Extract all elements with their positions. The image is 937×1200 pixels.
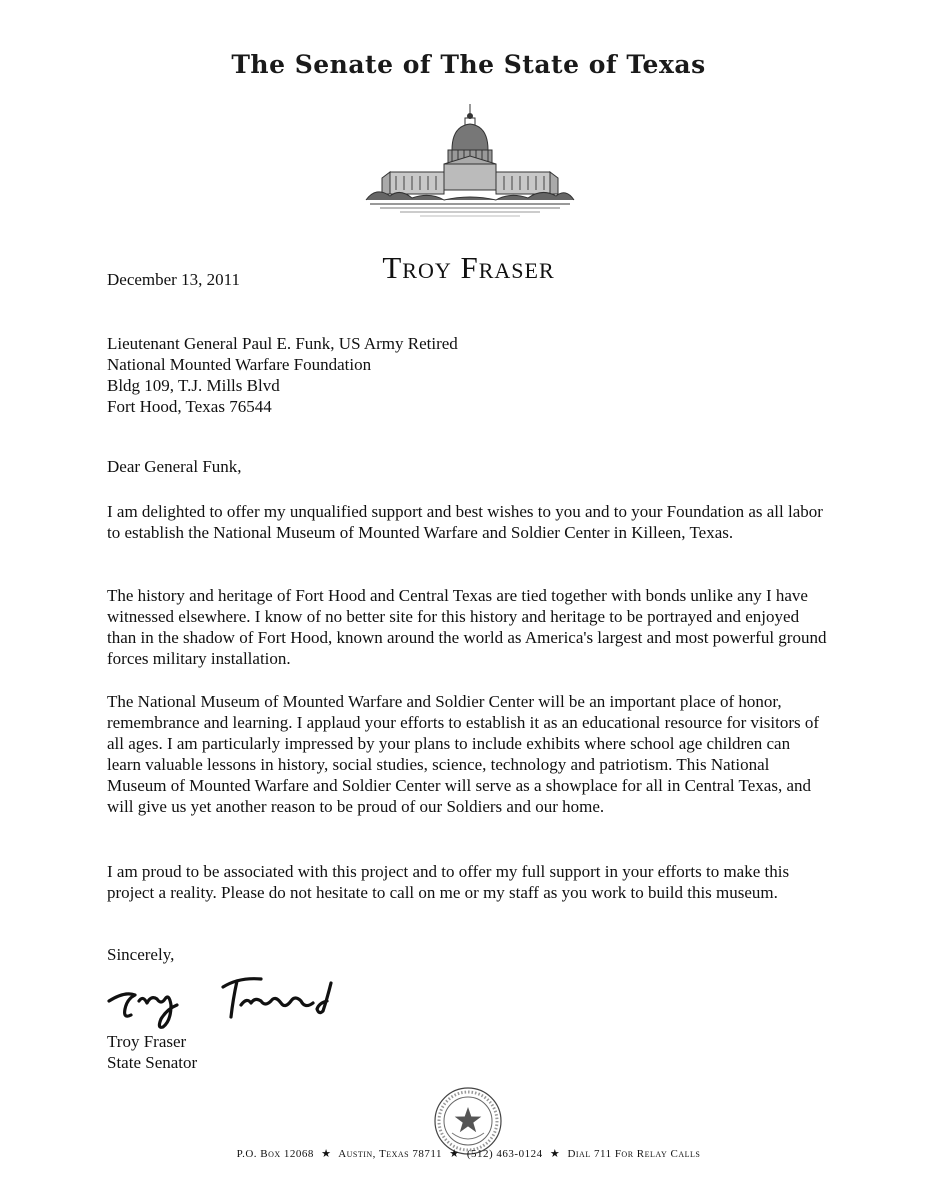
footer-relay: Dial 711 For Relay Calls	[567, 1148, 701, 1160]
body-paragraph: The National Museum of Mounted Warfare and Soldier Center will be an important place of honor, remembrance and learning. I applaud your efforts to establish it as an educational resource for visitors of all ages. I am particularly impressed by your plans to include exhibits where school age children can learn valuable lessons in history, social studies, science, technology and patriotism. This National Museum of Mounted Warfare and Soldier Center will serve as a showplace for all in Central Texas, and will give us yet another reason to be proud of our Soldiers and our home.	[107, 692, 820, 816]
recipient-address	[107, 333, 458, 417]
capitol-engraving	[360, 100, 580, 222]
signer-title: State Senator	[107, 1053, 198, 1072]
footer-city: Austin, Texas 78711	[338, 1148, 442, 1160]
letter-date: December 13, 2011	[107, 270, 240, 289]
body-paragraph: The history and heritage of Fort Hood and Central Texas are tied together with bonds unlike any I have witnessed elsewhere. I know of no better site for this history and heritage to be portrayed and enjoyed than in the shadow of Fort Hood, known around the world as America's largest and most powerful ground forces military installation.	[107, 586, 827, 668]
recipient-line: Bldg 109, T.J. Mills Blvd	[107, 376, 280, 395]
recipient-line: Fort Hood, Texas 76544	[107, 397, 272, 416]
footer-po-box: P.O. Box 12068	[236, 1148, 314, 1160]
handwritten-signature	[105, 965, 360, 1035]
signer-name: Troy Fraser	[107, 1032, 187, 1051]
recipient-line: Lieutenant General Paul E. Funk, US Army Retired	[107, 334, 458, 353]
salutation: Dear General Funk,	[107, 457, 242, 476]
signer-block	[107, 1031, 197, 1073]
star-icon: ★	[449, 1148, 460, 1160]
star-icon: ★	[549, 1148, 561, 1160]
closing: Sincerely,	[107, 945, 175, 964]
footer-phone: (512) 463-0124	[466, 1148, 543, 1160]
recipient-line: National Mounted Warfare Foundation	[107, 355, 372, 374]
body-paragraph: I am delighted to offer my unqualified support and best wishes to you and to your Foundation as all labor to establish the National Museum of Mounted Warfare and Soldier Center in Killeen, Texas.	[107, 502, 823, 542]
senator-name-heading: Troy Fraser	[382, 250, 555, 285]
star-icon: ★	[321, 1148, 332, 1160]
letterhead-footer	[0, 1147, 937, 1160]
body-paragraph: I am proud to be associated with this project and to offer my full support in your efforts to make this project a reality. Please do not hesitate to call on me or my staff as you work to build this museum.	[107, 862, 790, 902]
letterhead-masthead: The Senate of The State of Texas	[231, 50, 706, 79]
